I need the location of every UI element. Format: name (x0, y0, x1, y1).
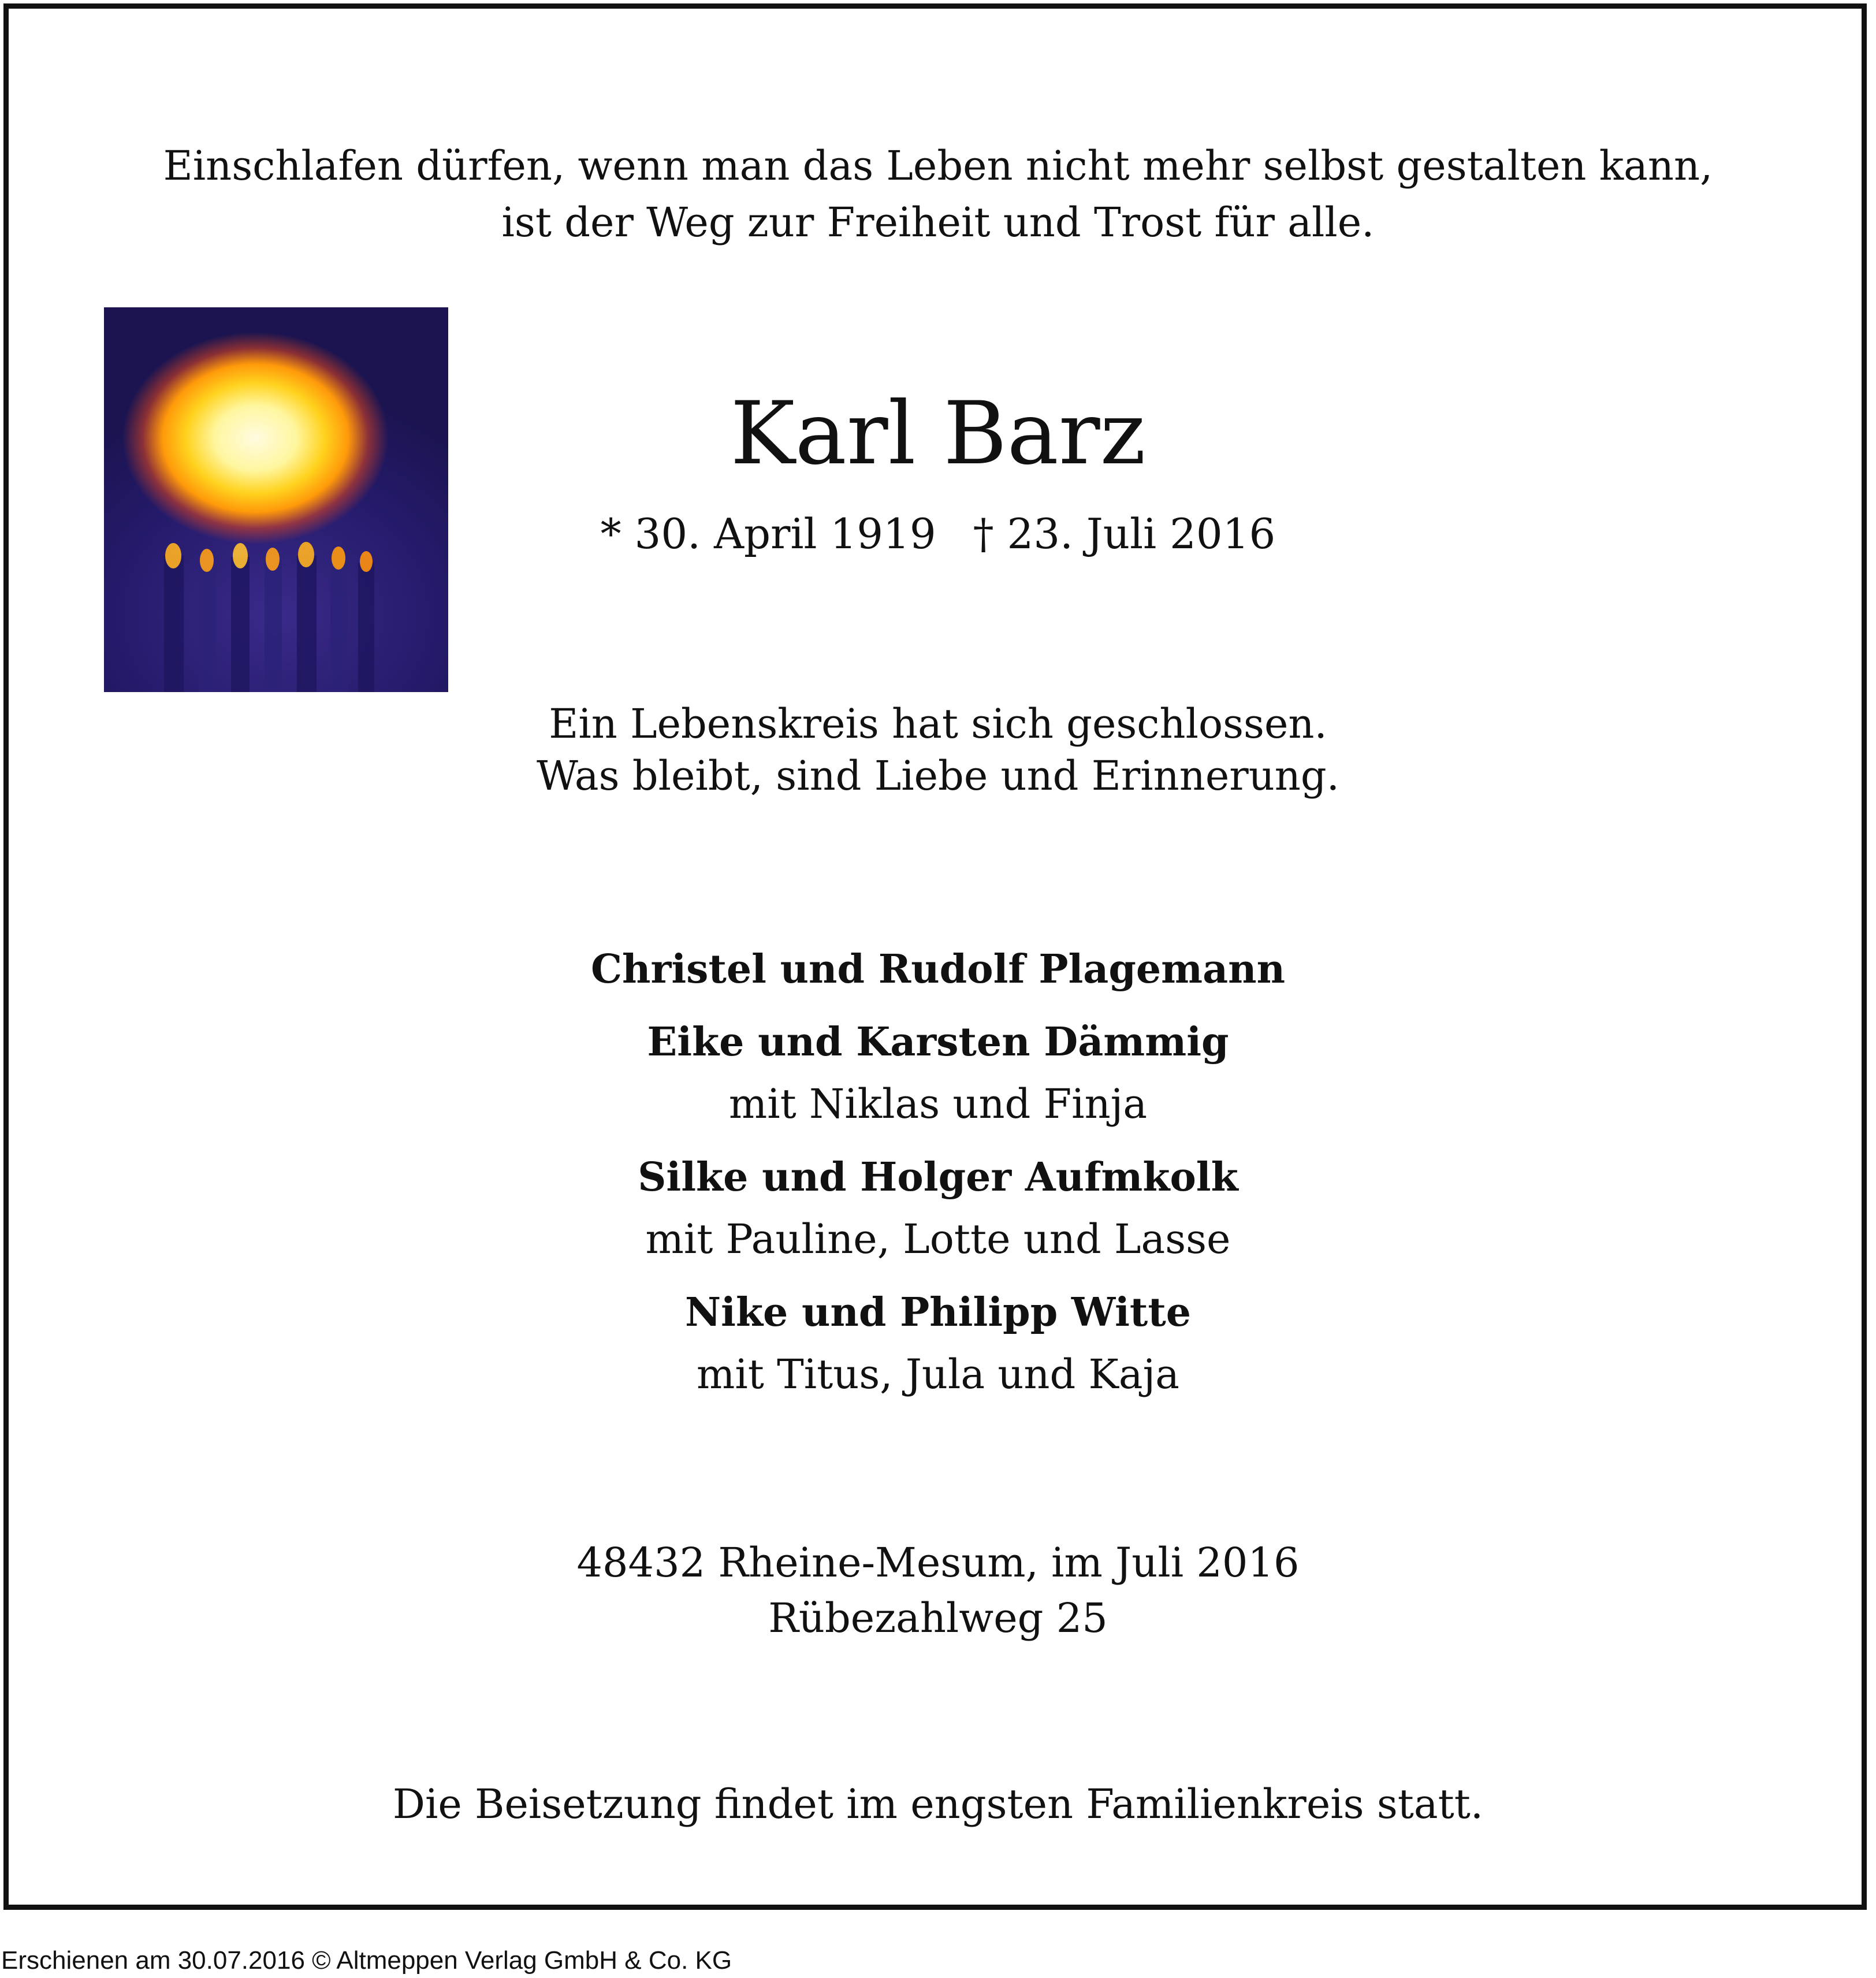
mourner-children: mit Pauline, Lotte und Lasse (645, 1215, 1231, 1263)
publication-footer: Erschienen am 30.07.2016 © Altmeppen Verlag GmbH & Co. KG (1, 1946, 732, 1975)
address-line-1: 48432 Rheine-Mesum, im Juli 2016 (576, 1539, 1300, 1586)
mourner-children: mit Titus, Jula und Kaja (696, 1351, 1180, 1398)
motto-line-1: Einschlafen dürfen, wenn man das Leben nicht mehr selbst gestalten kann, (163, 142, 1713, 189)
quote-line-2: Was bleibt, sind Liebe und Erinnerung. (537, 752, 1339, 800)
mourner-names: Eike und Karsten Dämmig (647, 1019, 1229, 1065)
death-date: † 23. Juli 2016 (973, 510, 1276, 558)
life-dates (0, 510, 1876, 558)
mourner-names: Christel und Rudolf Plagemann (590, 946, 1286, 992)
mourner-names: Silke und Holger Aufmkolk (638, 1154, 1238, 1200)
mourner-names: Nike und Philipp Witte (684, 1289, 1192, 1336)
burial-note: Die Beisetzung findet im engsten Familienkreis statt. (392, 1780, 1484, 1828)
quote-line-1: Ein Lebenskreis hat sich geschlossen. (549, 700, 1327, 748)
motto-line-2: ist der Weg zur Freiheit und Trost für alle. (501, 199, 1375, 246)
mourner-children: mit Niklas und Finja (728, 1080, 1148, 1128)
sun-candles-image (104, 307, 448, 692)
deceased-name: Karl Barz (730, 384, 1146, 484)
birth-date: * 30. April 1919 (600, 510, 936, 558)
address-line-2: Rübezahlweg 25 (768, 1594, 1108, 1642)
